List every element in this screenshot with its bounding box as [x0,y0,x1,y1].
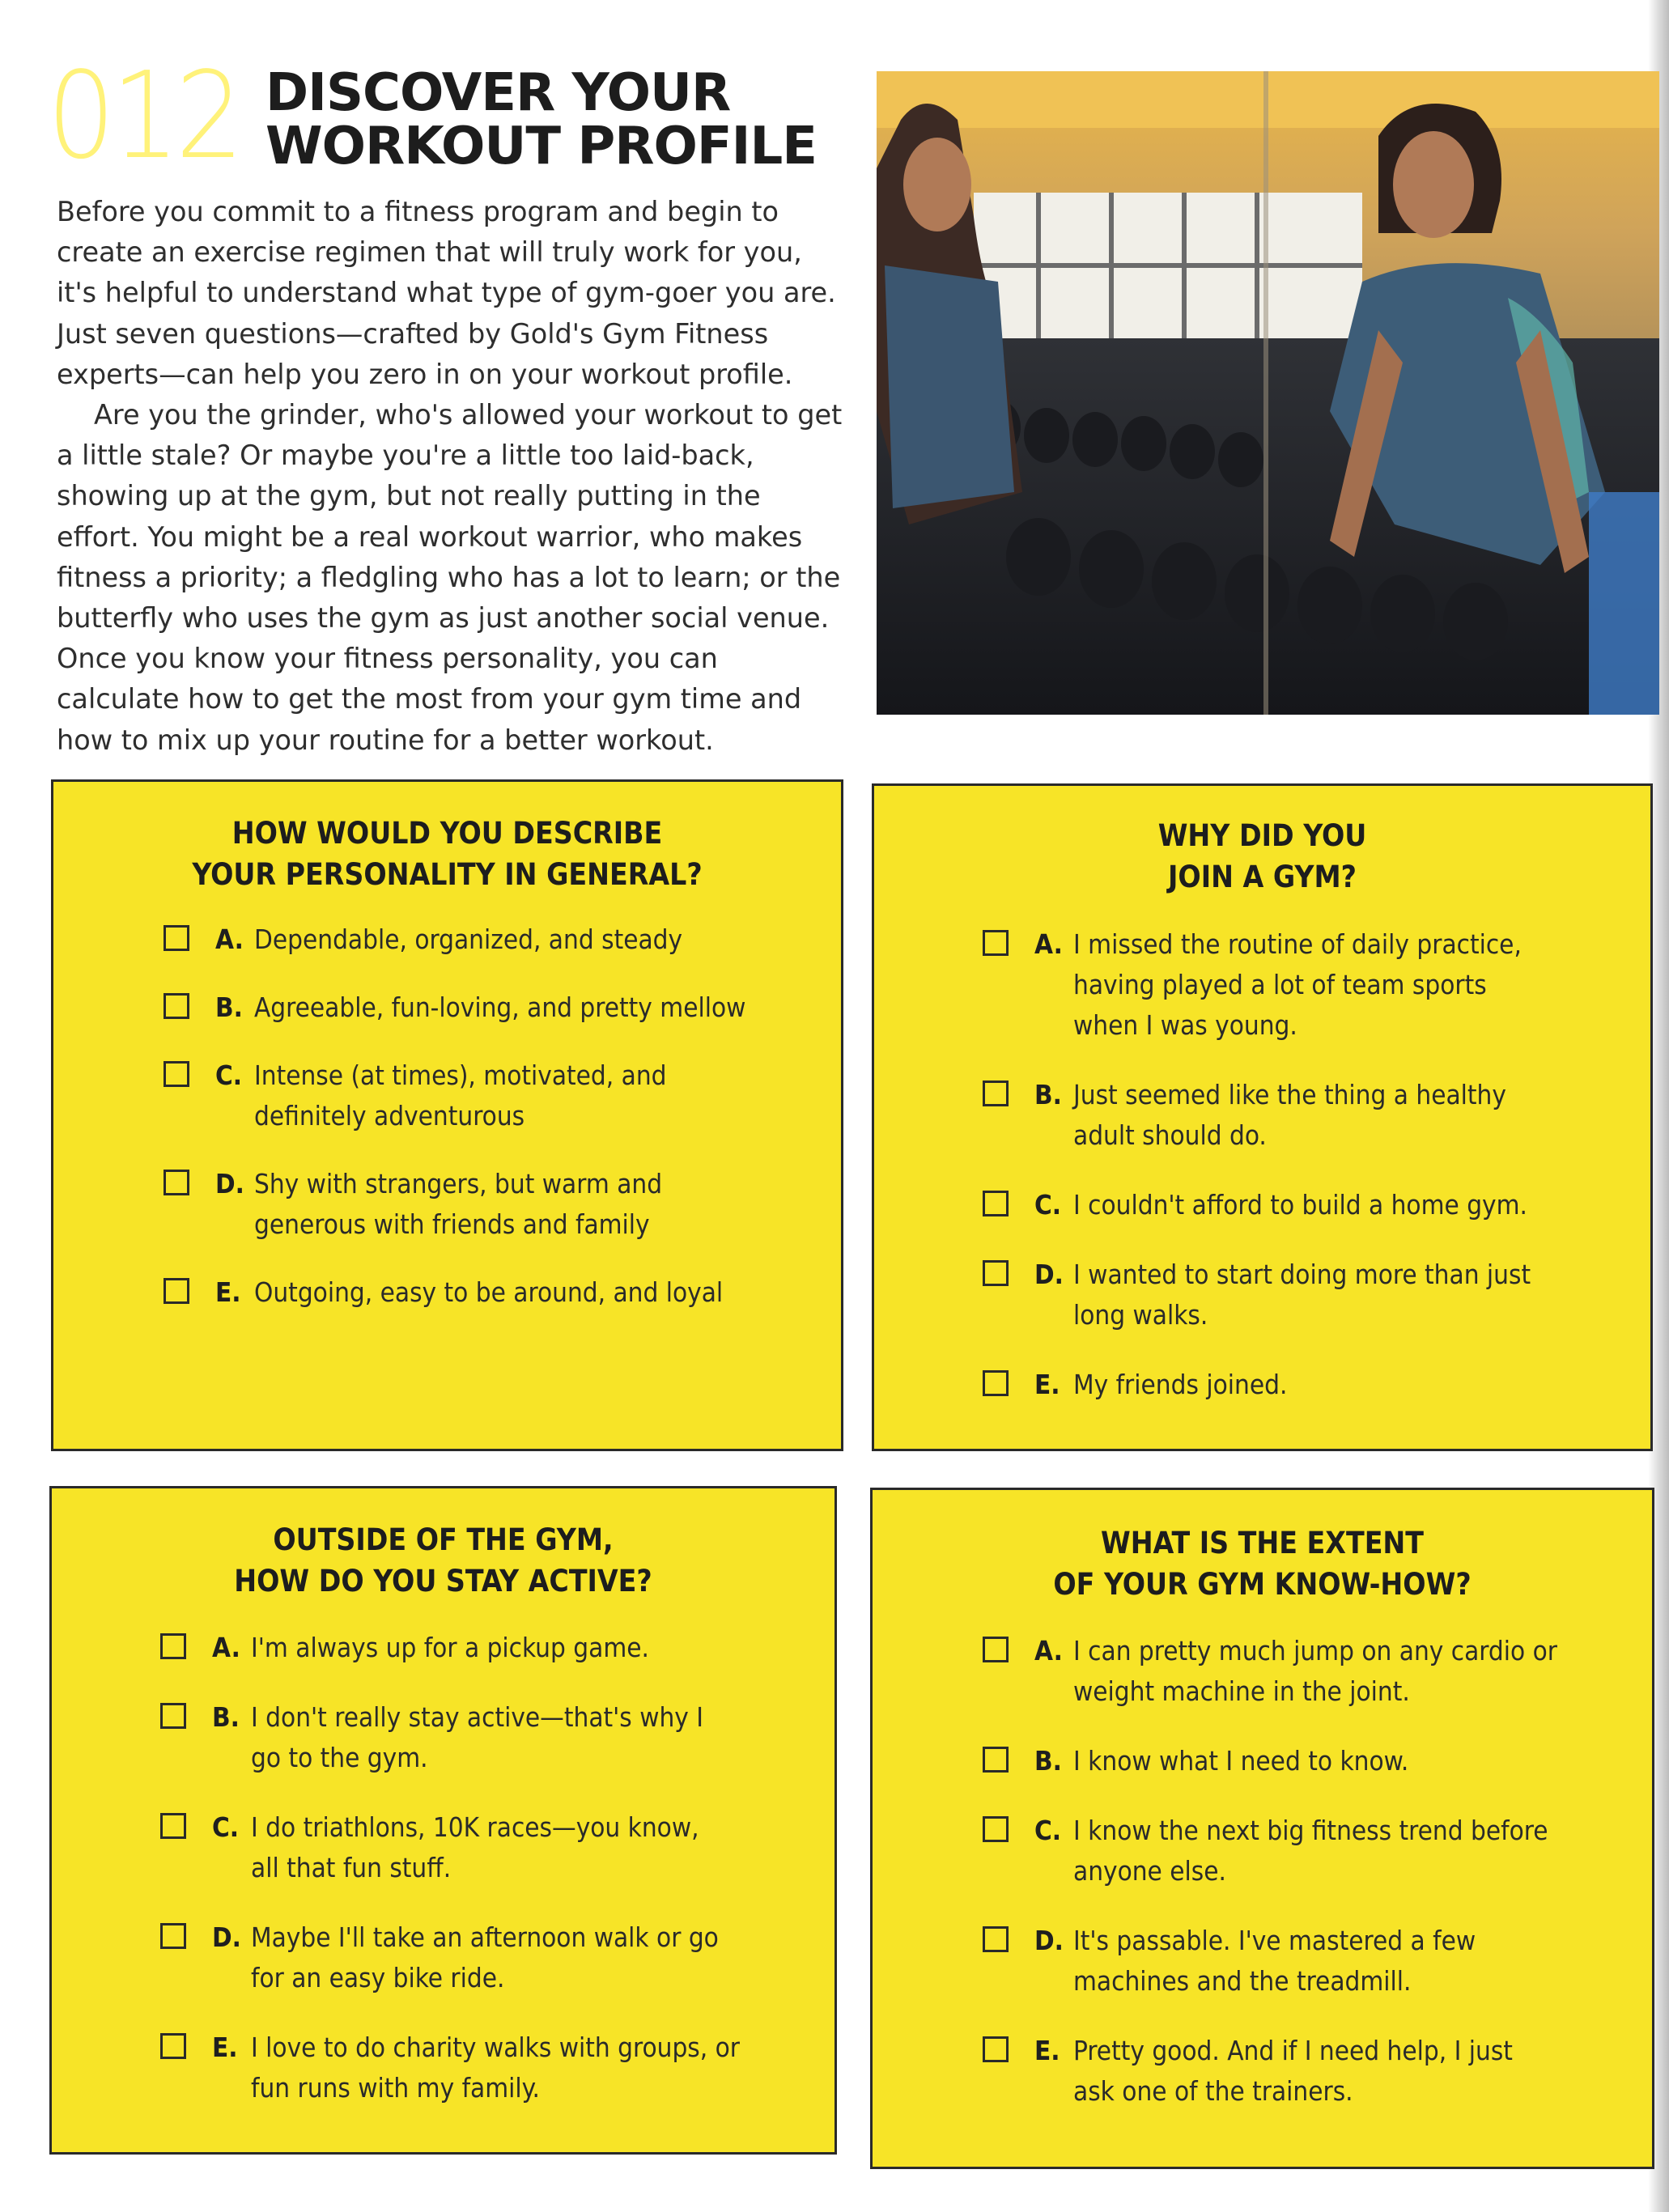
option-text: I know what I need to know. [1073,1745,1409,1777]
quiz-box-personality [51,779,843,1451]
intro-paragraph-2: Are you the grinder, who's allowed your workout to get a little stale? Or maybe you're a little too laid-back, showing up at the gym, but not really putting in the effort. You might be a real workout warrior, who makes fitness a priority; a fledgling who has a lot to learn; or the butterfly who uses the gym as just another social venue. Once you know your fitness personality, you can calculate how to get the most from your gym time and how to mix up your routine for a better workout. [57,399,843,756]
page-title [265,63,817,176]
question-title-line-2: OF YOUR GYM KNOW-HOW? [1053,1567,1472,1602]
answer-option-d [983,1921,1652,2002]
option-text: My friends joined. [1073,1369,1288,1400]
option-text: Outgoing, easy to be around, and loyal [254,1276,724,1308]
answer-checkbox[interactable] [164,1061,189,1087]
option-text: I know the next big fitness trend before anyone else. [1073,1815,1548,1887]
quiz-box-stay-active [49,1486,837,2155]
answer-list [983,1631,1652,2112]
answer-checkbox[interactable] [164,993,189,1019]
option-text: It's passable. I've mastered a few machines and the treadmill. [1073,1925,1476,1997]
title-line-1: DISCOVER YOUR [265,63,731,123]
question-title-line-1: WHY DID YOU [1157,818,1367,853]
answer-checkbox[interactable] [983,1191,1009,1216]
option-letter: D. [212,1921,241,1953]
answer-option-c [160,1807,834,1888]
option-text: I couldn't afford to build a home gym. [1073,1189,1527,1221]
answer-checkbox[interactable] [160,2033,186,2059]
option-text: I wanted to start doing more than just long walks. [1073,1259,1531,1331]
answer-checkbox[interactable] [983,1816,1009,1842]
option-text: I can pretty much jump on any cardio or weight machine in the joint. [1073,1635,1557,1707]
answer-list [983,924,1650,1405]
option-letter: B. [1034,1079,1062,1110]
answer-checkbox[interactable] [983,1081,1009,1106]
option-text: Pretty good. And if I need help, I just ask one of the trainers. [1073,2035,1513,2107]
question-title-line-1: OUTSIDE OF THE GYM, [273,1522,614,1557]
question-title-line-2: JOIN A GYM? [1168,860,1357,894]
answer-checkbox[interactable] [983,1637,1009,1662]
answer-checkbox[interactable] [983,2036,1009,2062]
answer-option-b [983,1741,1652,1781]
title-line-2: WORKOUT PROFILE [265,117,817,176]
answer-checkbox[interactable] [160,1813,186,1839]
article-number: 012 [47,46,240,185]
intro-paragraph-1: Before you commit to a fitness program and begin to create an exercise regimen that will truly work for you, it's helpful to understand what type of gym-goer you are. Just seven questions—crafted by Gold's Gym Fitness experts—can help you zero in on your workout profile. [57,196,836,390]
answer-option-c [983,1185,1650,1225]
option-text: Intense (at times), motivated, and definitely adventurous [254,1059,667,1131]
option-text: I don't really stay active—that's why I go to the gym. [251,1701,704,1773]
question-title-line-2: YOUR PERSONALITY IN GENERAL? [192,857,703,892]
question-title-line-1: WHAT IS THE EXTENT [1100,1526,1425,1560]
answer-checkbox[interactable] [160,1633,186,1659]
option-letter: D. [1034,1259,1064,1290]
option-text: Just seemed like the thing a healthy adult should do. [1073,1079,1506,1151]
question-title [874,815,1650,898]
answer-option-a [164,919,841,960]
answer-option-b [164,987,841,1028]
answer-option-a [160,1628,834,1668]
answer-checkbox[interactable] [160,1703,186,1729]
option-letter: E. [1034,2035,1060,2066]
answer-option-a [983,924,1650,1046]
answer-checkbox[interactable] [164,1278,189,1304]
option-letter: E. [1034,1369,1060,1400]
answer-checkbox[interactable] [160,1923,186,1949]
option-letter: E. [212,2032,238,2063]
answer-option-c [164,1055,841,1136]
answer-checkbox[interactable] [983,1370,1009,1396]
option-letter: A. [1034,1635,1063,1666]
option-text: Dependable, organized, and steady [254,923,683,955]
option-letter: A. [212,1632,240,1663]
option-letter: C. [215,1059,243,1091]
answer-checkbox[interactable] [983,1747,1009,1773]
answer-option-e [983,2031,1652,2112]
option-text: Agreeable, fun-loving, and pretty mellow [254,991,746,1023]
answer-option-e [160,2027,834,2108]
option-letter: A. [215,923,244,955]
answer-checkbox[interactable] [983,1926,1009,1952]
question-title [873,1522,1652,1605]
answer-option-c [983,1811,1652,1891]
intro-text [57,192,846,761]
answer-option-d [160,1917,834,1998]
answer-list [160,1628,834,2108]
option-letter: B. [1034,1745,1062,1777]
option-letter: C. [1034,1815,1062,1846]
answer-option-d [164,1164,841,1245]
gym-photo-illustration [877,71,1659,715]
question-title-line-1: HOW WOULD YOU DESCRIBE [231,816,663,851]
option-letter: B. [215,991,243,1023]
answer-option-e [164,1272,841,1313]
answer-option-a [983,1631,1652,1712]
option-letter: A. [1034,928,1063,960]
question-title [53,813,841,895]
option-text: I love to do charity walks with groups, or fun runs with my family. [251,2032,740,2104]
answer-checkbox[interactable] [164,925,189,951]
option-letter: D. [1034,1925,1064,1956]
answer-option-b [983,1075,1650,1156]
option-letter: C. [212,1811,240,1843]
answer-option-e [983,1365,1650,1405]
option-text: I'm always up for a pickup game. [251,1632,649,1663]
option-text: I missed the routine of daily practice, having played a lot of team sports when I was young. [1073,928,1522,1041]
answer-option-d [983,1255,1650,1335]
option-text: Shy with strangers, but warm and generous with friends and family [254,1168,663,1240]
answer-checkbox[interactable] [983,930,1009,956]
option-text: I do triathlons, 10K races—you know, all that fun stuff. [251,1811,699,1883]
option-letter: B. [212,1701,240,1733]
answer-option-b [160,1697,834,1778]
quiz-box-why-join [872,783,1653,1451]
gym-photo [877,71,1659,715]
quiz-box-gym-know-how [870,1488,1654,2169]
option-letter: E. [215,1276,241,1308]
question-title [52,1519,834,1602]
question-title-line-2: HOW DO YOU STAY ACTIVE? [234,1564,652,1598]
option-text: Maybe I'll take an afternoon walk or go for an easy bike ride. [251,1921,719,1993]
option-letter: D. [215,1168,244,1199]
answer-list [164,919,841,1313]
answer-checkbox[interactable] [983,1260,1009,1286]
answer-checkbox[interactable] [164,1170,189,1195]
option-letter: C. [1034,1189,1062,1221]
